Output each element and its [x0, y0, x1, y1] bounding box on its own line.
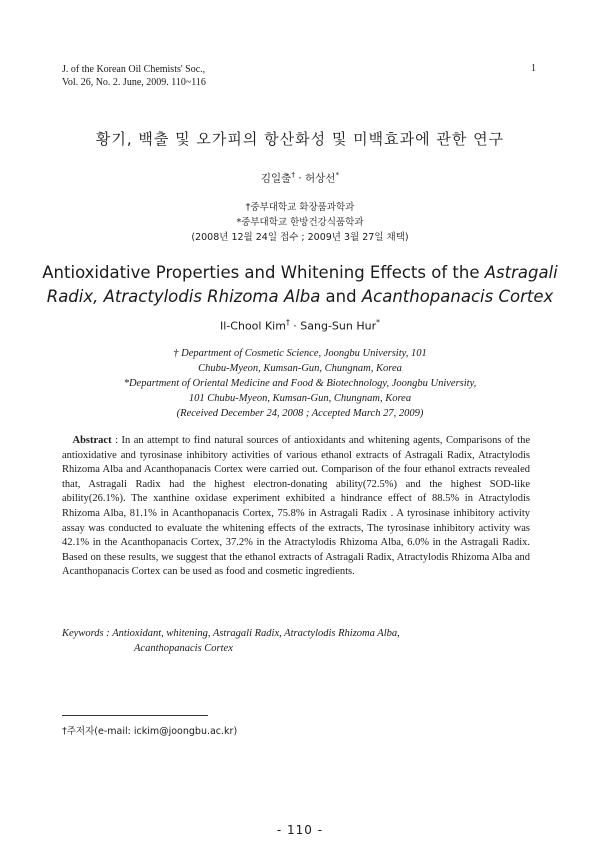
corresponding-mark: † [291, 170, 295, 179]
page-number: - 110 - [276, 823, 324, 837]
corresponding-author-footnote: †주저자(e-mail: ickim@joongbu.ac.kr) [62, 726, 238, 737]
title-en-italic-3: Acanthopanacis Cortex [361, 287, 554, 306]
title-en-italic-1: Astragali [484, 263, 558, 282]
author-2-ko: 허상선 [305, 172, 336, 185]
journal-citation [62, 63, 206, 89]
abstract-label: Abstract [72, 435, 112, 446]
received-date-en: (Received December 24, 2008 ; Accepted March 27, 2009) [176, 408, 424, 419]
english-affiliations [0, 346, 600, 421]
english-authors [0, 318, 600, 333]
author-2-en: Sang-Sun Hur [300, 319, 377, 333]
author-separator-en: · [289, 319, 301, 333]
affiliation-en-2: Chubu-Myeon, Kumsan-Gun, Chungnam, Korea [198, 363, 402, 374]
affiliation-en-4: 101 Chubu-Myeon, Kumsan-Gun, Chungnam, Korea [188, 393, 412, 404]
footnote-divider [62, 715, 208, 716]
affiliation-en-1: † Department of Cosmetic Science, Joongbu University, 101 [173, 348, 427, 359]
affiliation-mark-en: * [376, 318, 380, 327]
korean-affiliations [0, 200, 600, 245]
abstract [62, 434, 530, 580]
journal-line-1: J. of the Korean Oil Chemists' Soc., [62, 64, 206, 75]
keywords [62, 626, 530, 656]
corresponding-mark-en: † [285, 318, 290, 327]
english-title [0, 261, 600, 309]
korean-authors [0, 170, 600, 186]
abstract-colon: : [111, 435, 122, 446]
keywords-line-2: Acanthopanacis Cortex [134, 643, 233, 654]
affiliation-ko-2: *중부대학교 한방건강식품학과 [236, 217, 364, 228]
affiliation-en-3: *Department of Oriental Medicine and Food & Biotechnology, Joongbu University, [123, 378, 477, 389]
keywords-line-1: Antioxidant, whitening, Astragali Radix, Atractylodis Rhizoma Alba, [112, 628, 400, 639]
author-1-ko: 김일출 [260, 172, 292, 185]
page-corner-number: 1 [531, 63, 536, 74]
affiliation-ko-1: †중부대학교 화장품과학과 [245, 202, 355, 213]
received-date-ko: (2008년 12월 24일 접수 ; 2009년 3월 27일 채택) [191, 232, 409, 243]
author-1-en: Il-Chool Kim [220, 319, 286, 333]
author-separator: · [294, 172, 305, 185]
keywords-label: Keywords [62, 628, 104, 639]
affiliation-mark: * [335, 170, 340, 179]
abstract-text: In an attempt to find natural sources of antioxidants and whitening agents, Comparisons of the antioxidative and tyrosinase inhibitory activities of various ethanol extracts of Astragali Radix, Atractylodis Rhizoma Alba and Acanthopanacis Cortex were carried out. Comparison of the four ethanol extracts revealed that, Astragali Radix had the highest electron-donating ability(72.5%) and the highest SOD-like ability(26.1%). The xanthine oxidase experiment exhibited a hindrance effect of 88.5% in Atractylodis Rhizoma Alba, 81.1% in Acanthopanacis Cortex, 75.8% in Astragali Radix . A tyrosinase inhibitory activity assay was conducted to evaluate the whitening effects of the extracts, The tyrosinase inhibitory activity was 42.1% in the Acanthopanacis Cortex, 37.2% in the Atractylodis Rhizoma Alba, 6.0% in the Astragali Radix. Based on these results, we suggest that the ethanol extracts of Astragali Radix, Atractylodis Rhizoma Alba and Acanthopanacis Cortex can be used as food and cosmetic ingredients. [62, 435, 531, 578]
title-en-part-1: Antioxidative Properties and Whitening Effects of the [42, 263, 485, 282]
title-en-part-2: and [320, 287, 362, 306]
keywords-colon: : [103, 628, 113, 639]
title-en-italic-2: Radix, Atractylodis Rhizoma Alba [46, 287, 321, 306]
korean-title: 황기, 백출 및 오가피의 항산화성 및 미백효과에 관한 연구 [95, 130, 505, 148]
journal-line-2: Vol. 26, No. 2. June, 2009. 110~116 [62, 77, 206, 88]
